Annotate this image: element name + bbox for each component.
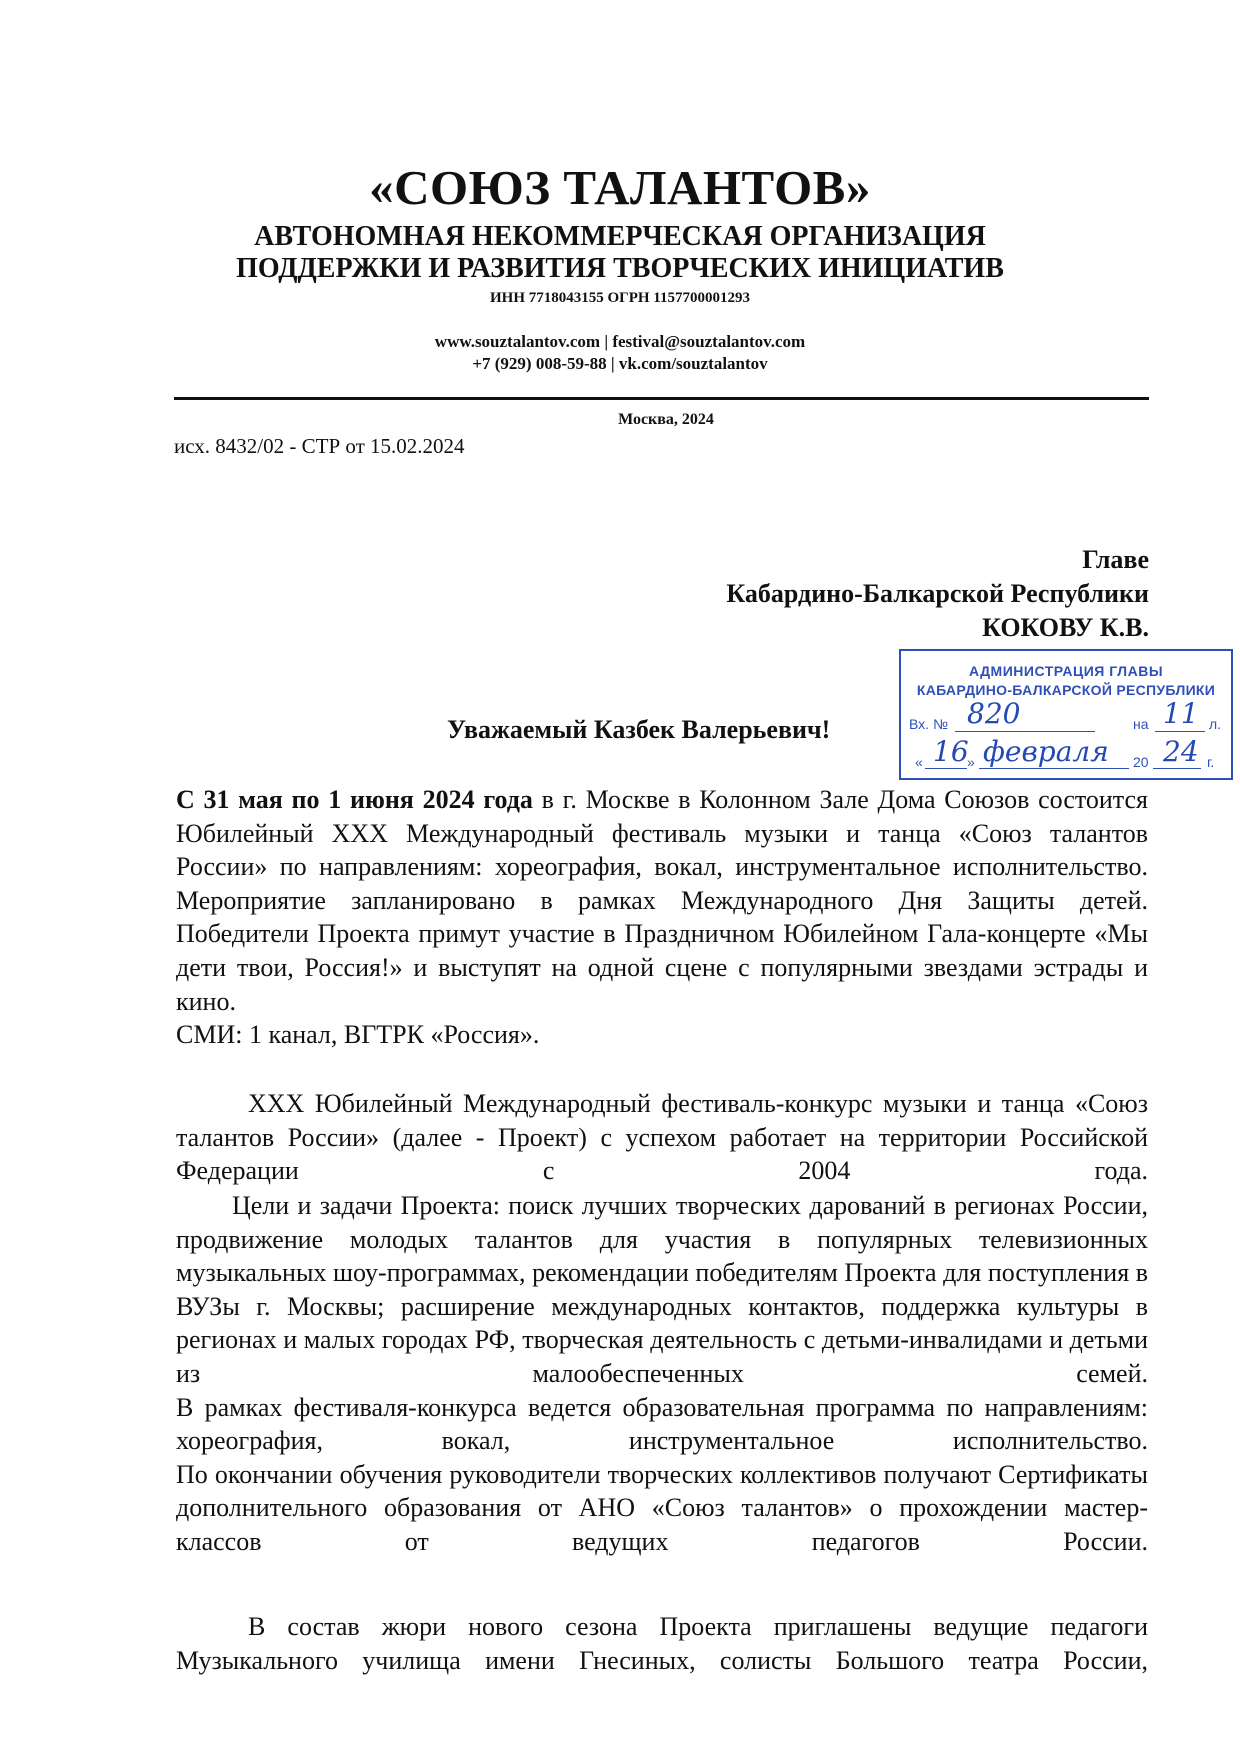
organization-type-line-2: ПОДДЕРЖКИ И РАЗВИТИЯ ТВОРЧЕСКИХ ИНИЦИАТИВ [236, 253, 1004, 284]
addressee-line-3: КОКОВУ К.В. [982, 613, 1149, 642]
addressee-line-1: Главе [1082, 545, 1149, 574]
city-year: Москва, 2024 [618, 411, 714, 428]
registration-stamp [899, 649, 1233, 780]
paragraph-5: Цели и задачи Проекта: поиск лучших творческих дарований в регионах России, продвижение молодых талантов для участия в популярных телевизионных музыкальных шоу-программах, рекомендации победителям Проекта для поступления в ВУЗы г. Москвы; расширение международных контактов, поддержка культуры в регионах и малых городах РФ, творческая деятельность с детьми-инвалидами и детьми из малообеспеченных семей. [176, 1191, 1148, 1388]
contacts-phone-vk: +7 (929) 008-59-88 | vk.com/souztalantov [472, 354, 768, 373]
organization-type-line-1: АВТОНОМНАЯ НЕКОММЕРЧЕСКАЯ ОРГАНИЗАЦИЯ [254, 221, 986, 252]
letter-body-goals [176, 1189, 1148, 1559]
paragraph-4: XXX Юбилейный Международный фестиваль-конкурс музыки и танца «Союз талантов России» (далее - Проект) с успехом работает на территории Российской Федерации с 2004 года. [176, 1089, 1148, 1186]
stamp-line-1: АДМИНИСТРАЦИЯ ГЛАВЫ [968, 663, 1164, 679]
greeting: Уважаемый Казбек Валерьевич! [447, 715, 831, 744]
paragraph-2: Мероприятие запланировано в рамках Международного Дня Защиты детей. Победители Проекта примут участие в Праздничном Юбилейном Гала-концерте «Мы дети твои, Россия!» и выступят на одной сцене с популярными звездами эстрады и кино. [176, 885, 1148, 1016]
stamp-date-month: февраля [983, 735, 1109, 768]
addressee-line-2: Кабардино-Балкарской Республики [726, 579, 1149, 608]
stamp-in-label: Вх. № [909, 716, 948, 732]
paragraph-1-text: в г. Москве в Колонном Зале Дома Союзов состоится Юбилейный XXX Международный фестиваль музыки и танца «Союз талантов России» по направлениям: хореография, вокал, инструментальное исполнительство. [176, 785, 1148, 882]
contacts-web-email: www.souztalantov.com | festival@souztalantov.com [434, 332, 806, 351]
stamp-on-label: на [1133, 716, 1149, 732]
letter-body-continued [176, 1087, 1148, 1188]
stamp-line-2: КАБАРДИНО-БАЛКАРСКОЙ РЕСПУБЛИКИ [916, 682, 1216, 698]
stamp-year-prefix: 20 [1133, 754, 1149, 770]
paragraph-8: В состав жюри нового сезона Проекта приглашены ведущие педагоги Музыкального училища имени Гнесиных, солисты Большого театра России, [176, 1612, 1148, 1675]
stamp-month-line [979, 768, 1129, 769]
stamp-year-line [1153, 768, 1201, 769]
paragraph-1-dates: С 31 мая по 1 июня 2024 года [176, 785, 533, 814]
letter-body [176, 783, 1148, 1052]
stamp-in-number: 820 [967, 697, 1021, 730]
paragraph-1 [176, 783, 1148, 884]
paragraph-6: В рамках фестиваля-конкурса ведется образовательная программа по направлениям: хореография, вокал, инструментальное исполнительство. [176, 1392, 1148, 1456]
organization-name: «СОЮЗ ТАЛАНТОВ» [369, 160, 871, 215]
stamp-day-line [925, 768, 967, 769]
inn-ogrn: ИНН 7718043155 ОГРН 1157700001293 [490, 290, 750, 306]
letter-body-jury [176, 1610, 1148, 1677]
stamp-date-close-quote: » [967, 754, 975, 770]
paragraph-7: По окончании обучения руководители творческих коллективов получают Сертификаты дополнительного образования от АНО «Союз талантов» о прохождении мастер-классов от ведущих педагогов России. [176, 1459, 1148, 1556]
stamp-sheets: 11 [1163, 697, 1199, 730]
stamp-year-suffix: 24 [1163, 735, 1199, 768]
paragraph-3: СМИ: 1 канал, ВГТРК «Россия». [176, 1020, 540, 1050]
outgoing-number: исх. 8432/02 - СТР от 15.02.2024 [174, 434, 465, 458]
stamp-sheets-line [1155, 731, 1205, 732]
stamp-in-number-line [955, 731, 1095, 732]
stamp-sheets-suffix: л. [1209, 716, 1222, 732]
stamp-date-day: 16 [933, 735, 969, 768]
stamp-date-open-quote: « [915, 754, 923, 770]
stamp-year-label: г. [1207, 754, 1215, 770]
letterhead-divider [174, 397, 1149, 400]
